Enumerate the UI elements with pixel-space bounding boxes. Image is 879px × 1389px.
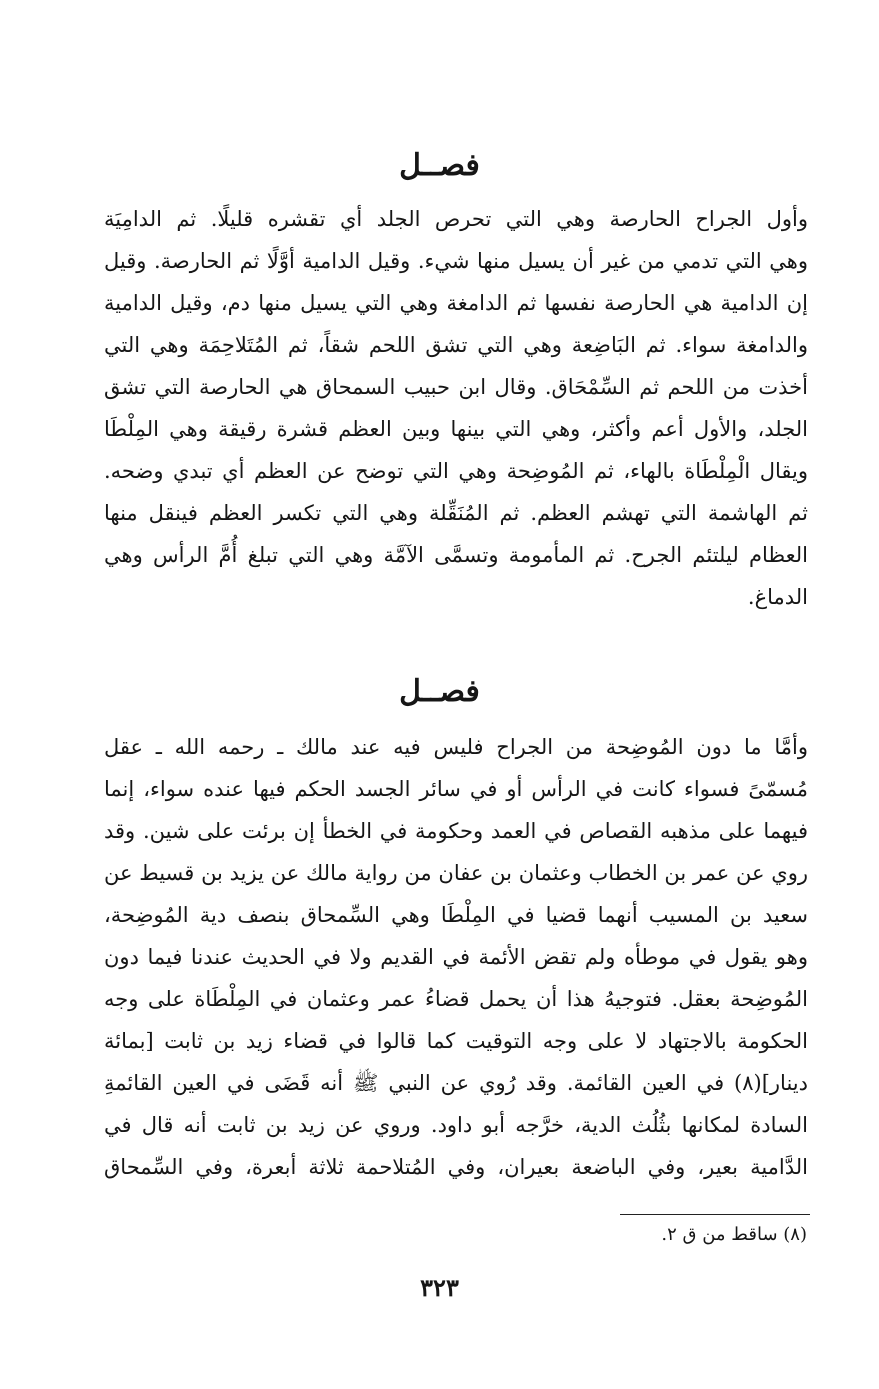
section-body [104, 726, 808, 1188]
text-line: وهو يقول في موطأه ولم تقض الأئمة في القديم ولا في الحديث عندنا فيما دون [104, 945, 808, 969]
text-line: روي عن عمر بن الخطاب وعثمان بن عفان من رواية مالك عن يزيد بن قسيط عن [104, 861, 808, 885]
text-line: الدَّامية بعير، وفي الباضعة بعيران، وفي المُتلاحمة ثلاثة أبعرة، وفي السِّمحاق [104, 1155, 808, 1179]
text-line: السادة لمكانها بثُلُث الدية، خرَّجه أبو داود. وروي عن زيد بن ثابت أنه قال في [104, 1113, 808, 1137]
text-line: وأول الجراح الحارصة وهي التي تحرص الجلد أي تقشره قليلًا. ثم الدامِيَة [104, 207, 808, 231]
text-line: المُوضِحة بعقل. فتوجيهُ هذا أن يحمل قضاءُ عمر وعثمان في المِلْطَاة على وجه [104, 987, 808, 1011]
footnote-divider [620, 1214, 810, 1215]
text-line: مُسمّىً فسواء كانت في الرأس أو في سائر الجسد الحكم فيها عنده سواء، إنما [104, 777, 808, 801]
text-line: وهي التي تدمي من غير أن يسيل منها شيء. وقيل الدامية أوَّلًا ثم الحارصة. وقيل [104, 249, 808, 273]
text-line: الحكومة بالاجتهاد لا على وجه التوقيت كما قالوا في قضاء زيد بن ثابت [بمائة [104, 1029, 808, 1053]
text-line: ثم الهاشمة التي تهشم العظم. ثم المُنَقِّلة وهي التي تكسر العظم فينقل منها [104, 501, 808, 525]
section-heading: فصــل [399, 148, 480, 183]
text-line: إن الدامية هي الحارصة نفسها ثم الدامغة وهي التي يسيل منها دم، وقيل الدامية [104, 291, 808, 315]
text-line: الجلد، والأول أعم وأكثر، وهي التي بينها وبين العظم قشرة رقيقة وهي المِلْطَا [104, 417, 808, 441]
section-body [104, 198, 808, 618]
text-line: ويقال الْمِلْطَاة بالهاء، ثم المُوضِحة وهي التي توضح عن العظم أي تبدي وضحه. [104, 459, 808, 483]
text-line: الدماغ. [747, 585, 808, 609]
section-heading: فصــل [399, 674, 480, 709]
footnote: (٨) ساقط من ق ٢. [661, 1224, 807, 1245]
text-line: أخذت من اللحم ثم السِّمْحَاق. وقال ابن حبيب السمحاق هي الحارصة التي تشق [104, 375, 808, 399]
page-number: ٣٢٣ [420, 1273, 459, 1302]
text-line: وأمَّا ما دون المُوضِحة من الجراح فليس فيه عند مالك ـ رحمه الله ـ عقل [104, 735, 808, 759]
text-line: سعيد بن المسيب أنهما قضيا في المِلْطَا وهي السِّمحاق بنصف دية المُوضِحة، [104, 903, 808, 927]
text-line: العظام ليلتئم الجرح. ثم المأمومة وتسمَّى الآمَّة وهي التي تبلغ أُمَّ الرأس وهي [104, 543, 808, 567]
text-line: فيهما على مذهبه القصاص في العمد وحكومة في الخطأ إن برئت على شين. وقد [104, 819, 808, 843]
text-line: والدامغة سواء. ثم البَاضِعة وهي التي تشق اللحم شقاً، ثم المُتَلاحِمَة وهي التي [104, 333, 808, 357]
text-line: دينار](٨) في العين القائمة. وقد رُوي عن النبي ﷺ أنه قَضَى في العين القائمةِ [104, 1071, 808, 1095]
